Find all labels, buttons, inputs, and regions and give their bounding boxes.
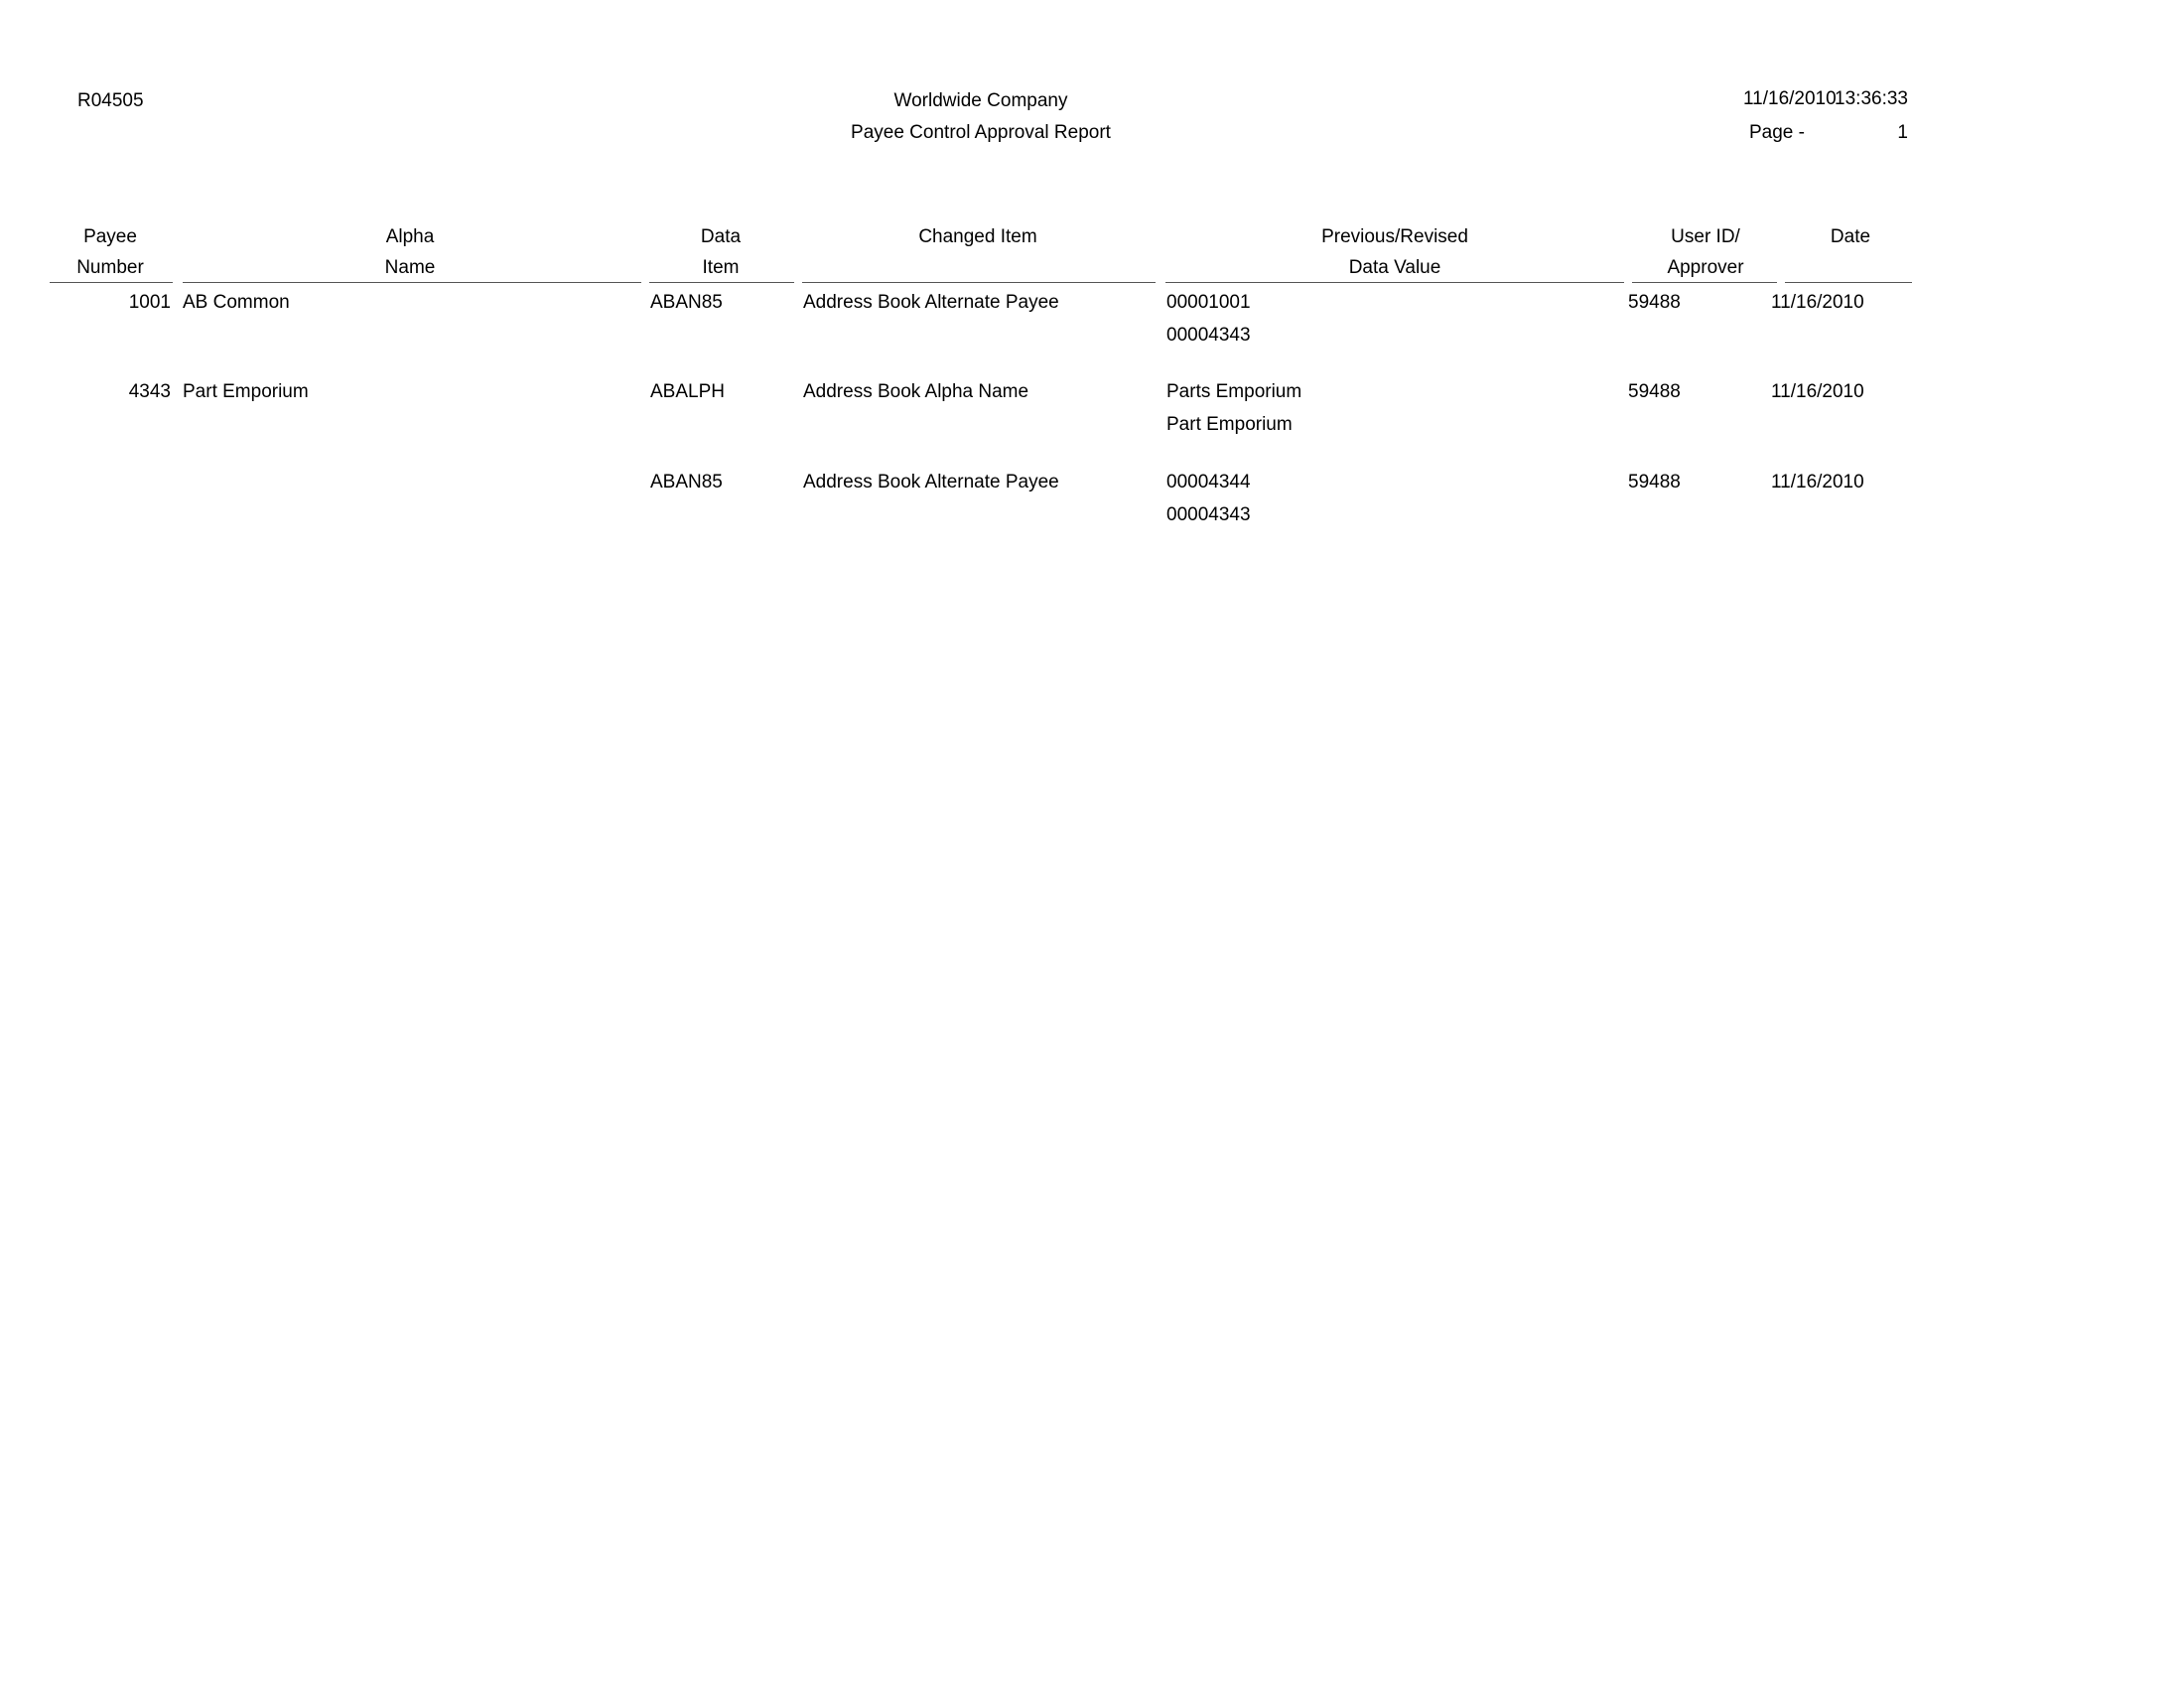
row1-payee-number: 1001 [128, 292, 171, 313]
row2-previous-value: Parts Emporium [1166, 381, 1302, 402]
col-data-value-line2: Data Value [1348, 257, 1441, 278]
report-id: R04505 [77, 90, 144, 111]
col-payee-number-line2: Number [76, 257, 144, 278]
col-data-item-line1: Data [700, 226, 742, 247]
underline-changed-item [802, 282, 1156, 283]
row3-date: 11/16/2010 [1771, 472, 1864, 492]
row1-data-item: ABAN85 [650, 292, 723, 313]
col-alpha-name-line2: Name [384, 257, 436, 278]
underline-data-item [649, 282, 794, 283]
underline-data-value [1165, 282, 1624, 283]
col-user-id-line1: User ID/ [1671, 226, 1740, 247]
underline-date [1785, 282, 1912, 283]
row1-previous-value: 00001001 [1166, 292, 1251, 313]
col-changed-item: Changed Item [918, 226, 1037, 247]
col-data-value-line1: Previous/Revised [1321, 226, 1468, 247]
row2-alpha-name: Part Emporium [183, 381, 309, 402]
row2-user-id: 59488 [1628, 381, 1681, 402]
report-title: Payee Control Approval Report [851, 122, 1111, 143]
row3-revised-value: 00004343 [1166, 504, 1251, 525]
row3-data-item: ABAN85 [650, 472, 723, 492]
col-user-id-line2: Approver [1667, 257, 1744, 278]
underline-payee-number [50, 282, 173, 283]
page-number: 1 [1897, 122, 1908, 143]
row3-changed-item: Address Book Alternate Payee [803, 472, 1059, 492]
underline-alpha-name [183, 282, 641, 283]
row2-date: 11/16/2010 [1771, 381, 1864, 402]
col-date: Date [1830, 226, 1871, 247]
page-label: Page - [1749, 122, 1805, 143]
row1-user-id: 59488 [1628, 292, 1681, 313]
row2-changed-item: Address Book Alpha Name [803, 381, 1029, 402]
row2-data-item: ABALPH [650, 381, 725, 402]
row2-revised-value: Part Emporium [1166, 414, 1293, 435]
underline-user-id [1632, 282, 1777, 283]
row3-previous-value: 00004344 [1166, 472, 1251, 492]
col-data-item-line2: Item [702, 257, 740, 278]
report-time: 13:36:33 [1835, 88, 1908, 109]
row1-changed-item: Address Book Alternate Payee [803, 292, 1059, 313]
row1-revised-value: 00004343 [1166, 325, 1251, 346]
row1-date: 11/16/2010 [1771, 292, 1864, 313]
row2-payee-number: 4343 [128, 381, 171, 402]
row3-user-id: 59488 [1628, 472, 1681, 492]
company-name: Worldwide Company [893, 90, 1068, 111]
report-date: 11/16/2010 [1743, 88, 1837, 109]
col-payee-number-line1: Payee [83, 226, 137, 247]
row1-alpha-name: AB Common [183, 292, 290, 313]
col-alpha-name-line1: Alpha [385, 226, 435, 247]
